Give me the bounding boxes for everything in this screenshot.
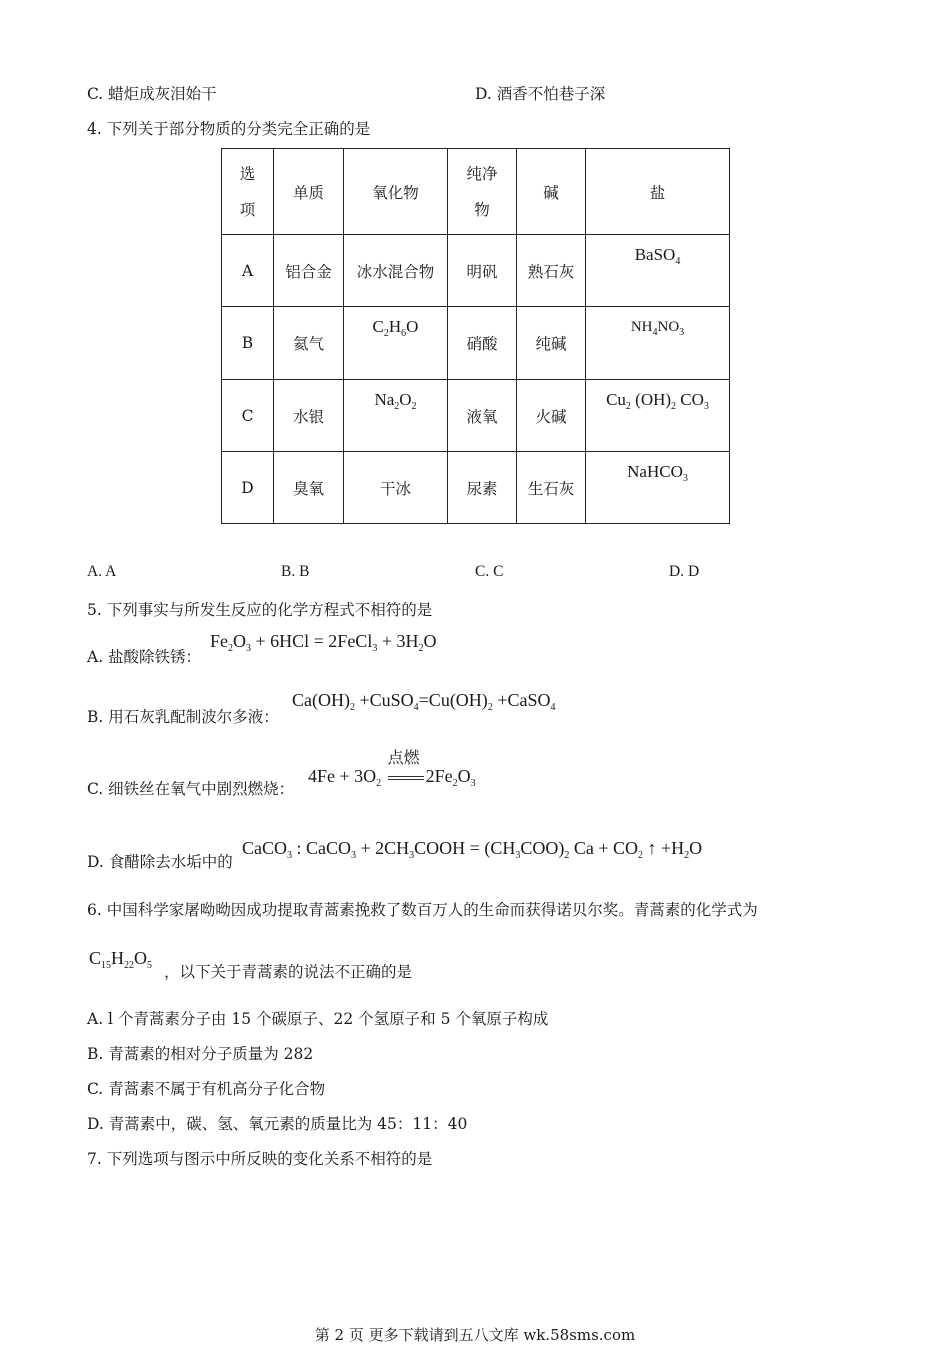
q6-option-c: C. 青蒿素不属于有机高分子化合物 [87,1080,326,1098]
header-option: 选 项 [222,149,274,235]
table-header-row [222,149,730,235]
cell-base: 火碱 [517,380,586,452]
q5-stem: 5. 下列事实与所发生反应的化学方程式不相符的是 [87,601,433,619]
table-row [222,380,730,452]
q3-option-c: C. 蜡炬成灰泪始干 [87,85,217,103]
cell-salt [586,452,730,524]
header-base: 碱 [517,149,586,235]
cell-base: 生石灰 [517,452,586,524]
q4-choice-b: B. B [281,563,310,580]
header-pure: 纯净 物 [448,149,517,235]
cell-element: 臭氧 [274,452,344,524]
cell-pure: 硝酸 [448,307,517,380]
cell-base: 纯碱 [517,307,586,380]
table-row [222,452,730,524]
equation-a: $Fe_2O_3 + 6HCl$ = 2FeCl$_3$ + $3H_2O$ [210,631,437,654]
q5-option-d-label: D. 食醋除去水垢中的 [87,853,233,871]
q6-stem-continued: ，以下关于青蒿素的说法不正确的是 [164,963,413,981]
q5-option-b-label: B. 用石灰乳配制波尔多液： [87,708,279,726]
q5-option-a-label: A. 盐酸除铁锈： [87,648,202,666]
table-row [222,235,730,307]
formula-nh4no3: $NH_4NO_3$ [630,319,685,338]
cell-oxide: 冰水混合物 [344,235,448,307]
header-salt: 盐 [586,149,730,235]
equation-d: CaCO$_3$ : CaCO$_3$ + $2CH_3COOH = (CH_3COO)_2$ $Ca + CO_2$ ↑ $+H_2O$ [242,838,703,861]
formula-na2o2: $Na_2O_2$ [374,390,417,412]
header-oxide: 氧化物 [344,149,448,235]
cell-option: B [222,307,274,380]
cell-salt [586,235,730,307]
cell-salt [586,307,730,380]
q4-choice-a: A. A [87,563,117,580]
cell-element: 水银 [274,380,344,452]
cell-oxide: 干冰 [344,452,448,524]
formula-baso4: BaSO$_4$ [634,245,681,267]
cell-pure: 液氧 [448,380,517,452]
cell-pure: 明矾 [448,235,517,307]
reaction-arrow [386,750,426,787]
q5-option-c-label: C. 细铁丝在氧气中剧烈燃烧： [87,780,295,798]
formula-nahco3: NaHCO$_3$ [627,462,688,484]
formula-c2h6o: $C_2H_6O$ [372,317,419,339]
cell-option: A [222,235,274,307]
q4-choice-c: C. C [475,563,504,580]
cell-oxide [344,380,448,452]
page-footer: 第 2 页 更多下载请到五八文库 wk.58sms.com [314,1326,636,1344]
q3-option-d: D. 酒香不怕巷子深 [475,85,606,103]
q7-stem: 7. 下列选项与图示中所反映的变化关系不相符的是 [87,1150,433,1168]
header-element: 单质 [274,149,344,235]
q6-option-d: D. 青蒿素中，碳、氢、氧元素的质量比为 45：11：40 [87,1115,468,1133]
equation-c: $4Fe + 3O_2$ 点燃 $2Fe_2O_3$ [308,766,476,789]
q4-choice-d: D. D [669,563,700,580]
cell-salt [586,380,730,452]
cell-pure: 尿素 [448,452,517,524]
cell-option: C [222,380,274,452]
classification-table [221,148,730,524]
formula-artemisinin: $C_{15}H_{22}O_5$ [89,948,153,971]
cell-element: 氦气 [274,307,344,380]
q4-stem: 4. 下列关于部分物质的分类完全正确的是 [87,120,371,138]
ignition-condition: 点燃 [387,750,420,767]
q6-option-b: B. 青蒿素的相对分子质量为 282 [87,1045,314,1063]
cell-base: 熟石灰 [517,235,586,307]
q6-stem: 6. 中国科学家屠呦呦因成功提取青蒿素挽救了数百万人的生命而获得诺贝尔奖。青蒿素的化学式为 [87,901,758,919]
cell-element: 铝合金 [274,235,344,307]
table-row [222,307,730,380]
equation-b: $Ca(OH)_2$ $+CuSO_4=Cu(OH)_2$ +CaSO$_4$ [292,690,556,713]
q6-option-a: A. l 个青蒿素分子由 15 个碳原子、22 个氢原子和 5 个氧原子构成 [87,1010,549,1028]
cell-option: D [222,452,274,524]
formula-basic-copper-carbonate: $Cu_2$ $(OH)_2$ $CO_3$ [606,390,709,412]
cell-oxide [344,307,448,380]
